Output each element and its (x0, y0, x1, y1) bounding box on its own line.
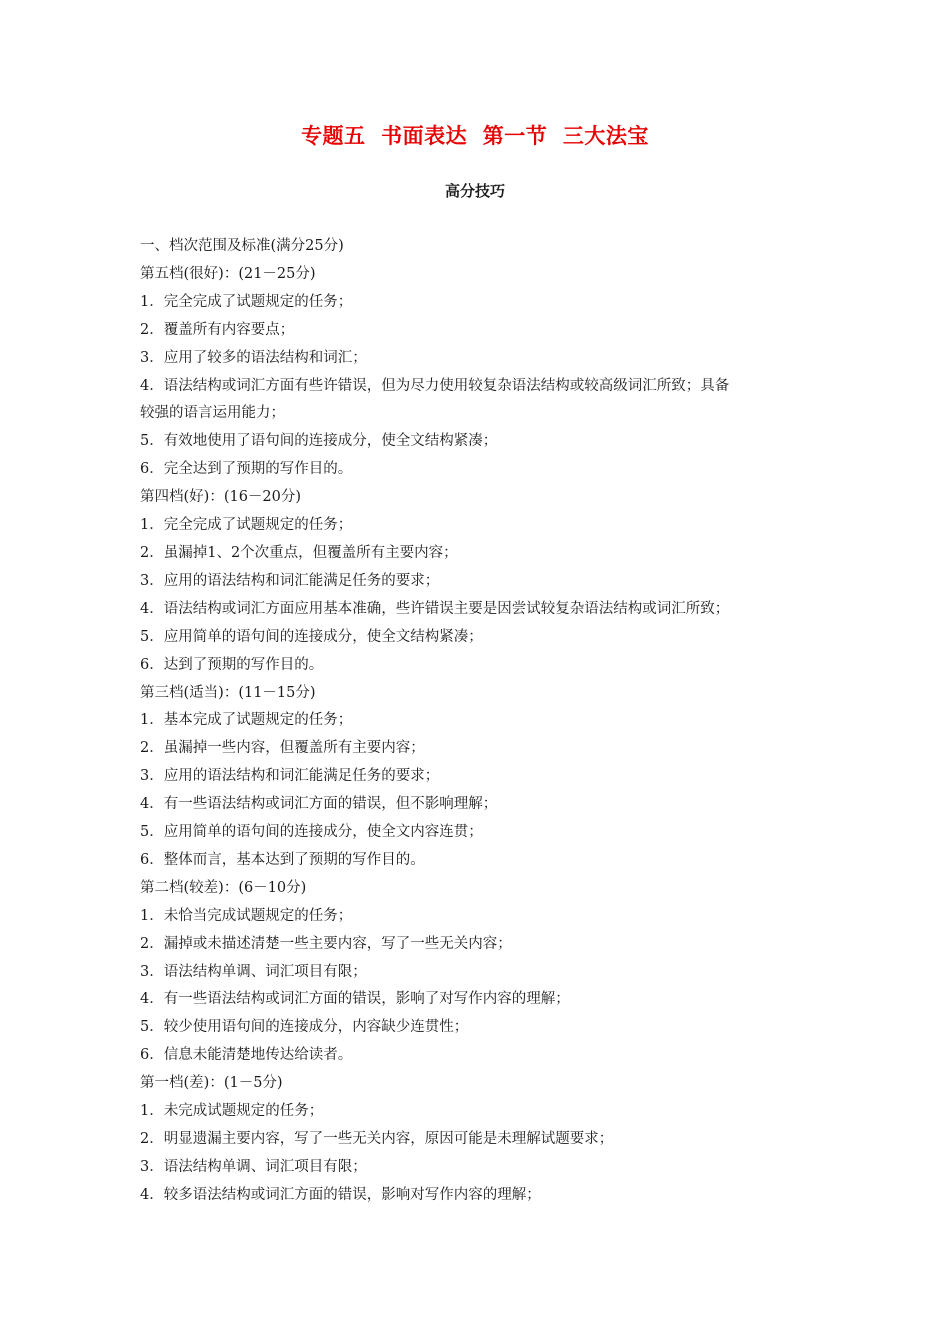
document-body (140, 233, 820, 1210)
list-item: 5．有效地使用了语句间的连接成分，使全文结构紧凑； (140, 433, 498, 450)
list-item: 3．语法结构单调、词汇项目有限； (140, 963, 367, 980)
list-item: 2．明显遗漏主要内容，写了一些无关内容，原因可能是未理解试题要求； (140, 1131, 614, 1147)
list-item: 4．较多语法结构或词汇方面的错误，影响对写作内容的理解； (140, 1186, 541, 1203)
list-item: 6．信息未能清楚地传达给读者。 (140, 1047, 353, 1064)
list-item: 2．虽漏掉1、2个次重点，但覆盖所有主要内容； (140, 544, 458, 561)
list-item: 2．漏掉或未描述清楚一些主要内容，写了一些无关内容； (140, 935, 512, 952)
list-item: 6．完全达到了预期的写作目的。 (140, 461, 353, 478)
list-item: 5．应用简单的语句间的连接成分，使全文结构紧凑； (140, 628, 483, 645)
list-item: 1．完全完成了试题规定的任务； (140, 293, 353, 310)
list-item: 3．应用的语法结构和词汇能满足任务的要求； (140, 572, 440, 589)
grade-heading-2: 第二档(较差)：(6－10分) (140, 879, 307, 896)
list-item: 5．应用简单的语句间的连接成分，使全文内容连贯； (140, 824, 483, 841)
list-item: 3．语法结构单调、词汇项目有限； (140, 1158, 367, 1175)
list-item: 1．未恰当完成试题规定的任务； (140, 907, 353, 924)
list-item: 6．达到了预期的写作目的。 (140, 656, 324, 673)
grade-heading-5: 第五档(很好)：(21－25分) (140, 265, 316, 282)
list-item: 4．语法结构或词汇方面应用基本准确，些许错误主要是因尝试较复杂语法结构或词汇所致； (140, 600, 730, 617)
list-item: 1．完全完成了试题规定的任务； (140, 517, 353, 534)
list-item: 4．有一些语法结构或词汇方面的错误，影响了对写作内容的理解； (140, 991, 570, 1008)
section-heading: 一、档次范围及标准(满分25分) (140, 238, 344, 254)
page-title: 专题五 书面表达 第一节 三大法宝 (301, 124, 649, 148)
grade-heading-3: 第三档(适当)：(11－15分) (140, 684, 316, 701)
list-item: 2．虽漏掉一些内容，但覆盖所有主要内容； (140, 740, 425, 757)
list-item: 4．语法结构或词汇方面有些许错误，但为尽力使用较复杂语法结构或较高级词汇所致；具备 (140, 377, 730, 394)
list-item: 1．基本完成了试题规定的任务； (140, 712, 353, 729)
grade-heading-1: 第一档(差)：(1－5分) (140, 1075, 283, 1092)
list-item: 5．较少使用语句间的连接成分，内容缺少连贯性； (140, 1019, 469, 1036)
list-item-continuation: 较强的语言运用能力； (140, 405, 285, 422)
list-item: 3．应用了较多的语法结构和词汇； (140, 349, 367, 366)
section-subtitle: 高分技巧 (444, 182, 505, 200)
list-item: 1．未完成试题规定的任务； (140, 1103, 324, 1120)
list-item: 3．应用的语法结构和词汇能满足任务的要求； (140, 768, 440, 785)
list-item: 6．整体而言，基本达到了预期的写作目的。 (140, 851, 425, 868)
list-item: 2．覆盖所有内容要点； (140, 321, 295, 338)
grade-heading-4: 第四档(好)：(16－20分) (140, 489, 302, 506)
list-item: 4．有一些语法结构或词汇方面的错误，但不影响理解； (140, 796, 498, 813)
